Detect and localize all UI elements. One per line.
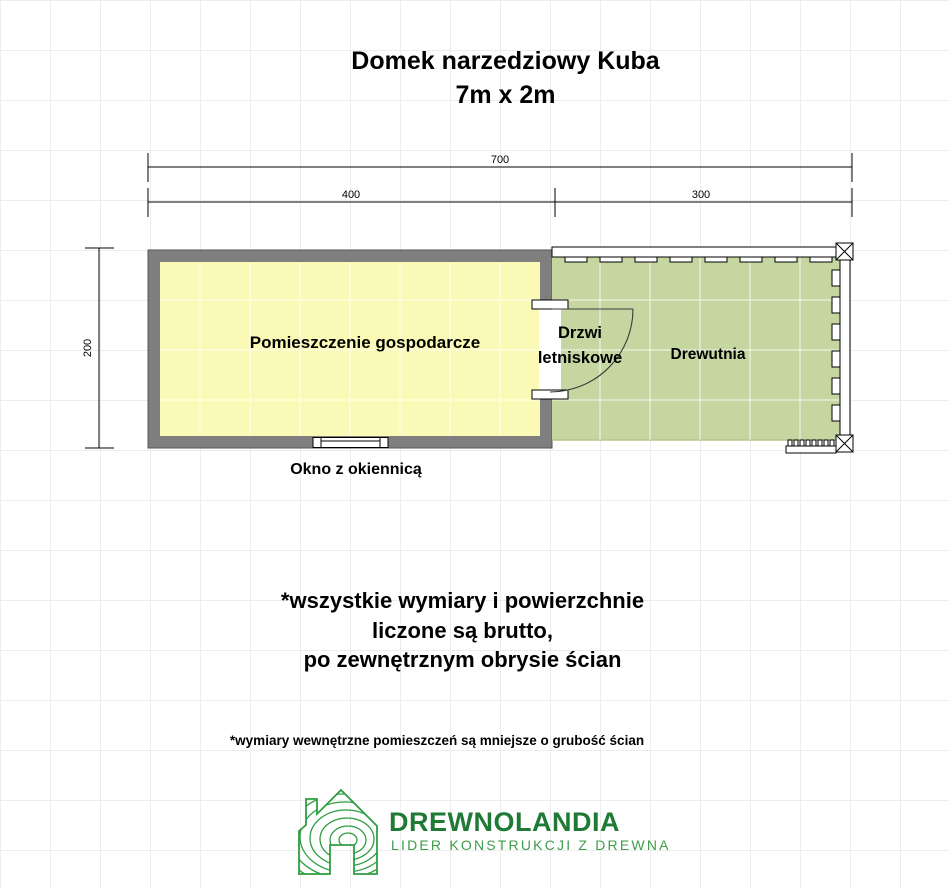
note-line3: po zewnętrznym obrysie ścian [303, 647, 622, 672]
door-jamb-top [532, 300, 568, 309]
room-label-woodshed: Drewutnia [670, 346, 746, 363]
dimension-label-total: 700 [490, 154, 510, 166]
door-label-line2: letniskowe [537, 349, 623, 367]
page-title-line2: 7m x 2m [455, 81, 556, 109]
room-label-door [515, 321, 645, 371]
woodshed-bottom-wall-segment [786, 440, 836, 453]
logo-house-icon [280, 786, 406, 884]
dimension-label-right: 300 [691, 189, 711, 201]
logo-name: DREWNOLANDIA [389, 807, 620, 837]
dimension-label-depth: 200 [82, 338, 94, 358]
note-line2: liczone są brutto, [372, 617, 553, 643]
dimension-label-left: 400 [341, 189, 361, 201]
logo-tagline: LIDER KONSTRUKCJI Z DREWNA [391, 837, 671, 853]
window-symbol [313, 438, 388, 448]
corner-post-top-icon [836, 243, 853, 260]
note-line1: *wszystkie wymiary i powierzchnie [280, 588, 645, 613]
note-gross-dimensions [0, 586, 949, 675]
page-title-line1: Domek narzedziowy Kuba [351, 47, 660, 75]
page-title [62, 44, 949, 112]
dimension-line-400-300 [148, 188, 852, 217]
room-label-utility: Pomieszczenie gospodarcze [249, 333, 481, 352]
window-label: Okno z okiennicą [290, 461, 422, 478]
note-internal-dimensions: *wymiary wewnętrzne pomieszczeń są mniejsze o grubość ścian [229, 733, 645, 748]
door-label-line1: Drzwi [557, 324, 602, 342]
corner-post-bottom-icon [836, 435, 853, 452]
